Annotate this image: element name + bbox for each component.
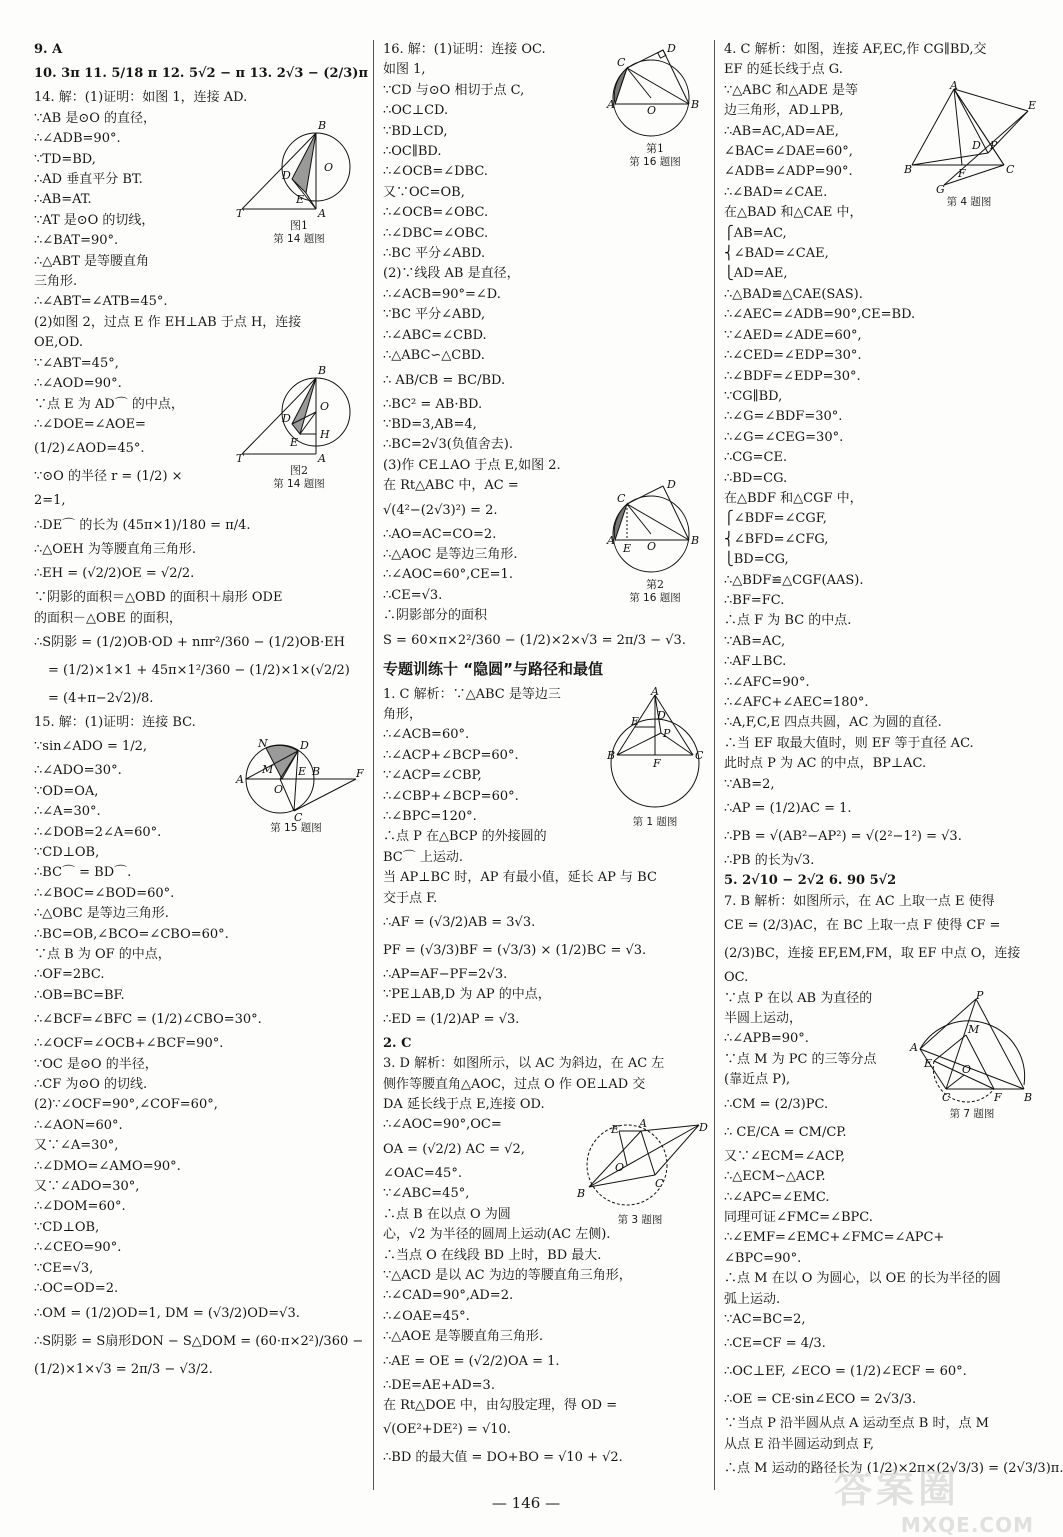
answer-line: ∴∠DOM=60°. [34, 1199, 126, 1215]
svg-text:T: T [236, 206, 244, 220]
column-1 [34, 40, 368, 1384]
answer-line: ∴AF⊥BC. [724, 654, 787, 670]
answer-line: ∴当 EF 取最大值时，则 EF 等于直径 AC. [724, 735, 974, 751]
answer-line: ∴AB=AC,AD=AE, [724, 123, 839, 139]
answer-line: ∴∠CED=∠EDP=30°. [724, 348, 862, 364]
answer-line: 9. A [34, 42, 63, 57]
answer-line: ∵BD=3,AB=4, [383, 416, 477, 432]
answer-line: 又∵∠ECM=∠ACP, [724, 1148, 846, 1164]
answer-line: (1/2)×1×√3 = 2π/3 − √3/2. [34, 1361, 213, 1377]
answer-line: ∴∠CEO=90°. [34, 1240, 122, 1256]
svg-text:E: E [924, 1056, 933, 1070]
answer-line: (3)作 CE⊥AO 于点 E,如图 2. [383, 457, 561, 473]
answer-line: 3. D 解析：如图所示，以 AC 为斜边，在 AC 左 [383, 1056, 665, 1072]
figure-sublabel: 第1 [646, 142, 664, 155]
answer-line: ∴△ECM∽△ACP. [724, 1169, 826, 1185]
answer-line: 又∵∠ADO=30°, [34, 1179, 140, 1195]
answer-line: ∴BD 的最大值 = DO+BO = √10 + √2. [383, 1450, 623, 1466]
answer-line: 如图 1, [383, 62, 426, 78]
answer-line: ∴∠BOC=∠BOD=60°. [34, 885, 175, 901]
answer-line: ∵AB=2, [724, 776, 775, 792]
figure-z4 [904, 78, 1037, 209]
answer-line: ∵AB 是⊙O 的直径， [34, 110, 157, 126]
svg-text:D: D [699, 1121, 708, 1135]
answer-line: ∵sin∠ADO = 1/2, [34, 739, 148, 755]
answer-line: ∴BC=OB,∠BCO=∠CBO=60°. [34, 926, 229, 942]
figure-caption: 第 7 题图 [949, 1107, 995, 1120]
answer-line: (2)如图 2，过点 E 作 EH⊥AB 于点 H，连接 [34, 314, 302, 330]
svg-text:O: O [647, 104, 657, 117]
answer-line: ∵点 B 为 OF 的中点， [34, 947, 171, 962]
svg-text:A: A [910, 1040, 918, 1054]
answer-line: ∴∠ABC=∠CBD. [383, 327, 487, 343]
watermark [834, 1458, 1034, 1537]
svg-text:B: B [607, 748, 616, 762]
svg-text:B: B [1024, 1090, 1033, 1104]
figure-caption: 第 1 题图 [632, 815, 678, 828]
svg-text:P: P [990, 138, 998, 152]
svg-text:B: B [691, 98, 700, 111]
answer-line: ∵AC=BC=2, [724, 1311, 806, 1327]
answer-line: ∴∠BCF=∠BFC = (1/2)∠CBO=30°. [34, 1012, 262, 1028]
svg-text:E: E [1028, 98, 1037, 112]
svg-text:N: N [258, 737, 268, 751]
answer-line: ∴∠AOC=90°,OC= [383, 1117, 502, 1133]
answer-line: ∵∠ACP=∠CBP, [383, 768, 482, 784]
answer-line: ∴∠AFC=90°. [724, 674, 810, 690]
svg-text:A: A [651, 684, 659, 698]
answer-line: 同理可证∠FMC=∠BPC. [724, 1209, 873, 1225]
answer-line: 14. 解：(1)证明：如图 1，连接 AD. [34, 90, 248, 106]
svg-text:E: E [290, 435, 299, 449]
answer-line: ∴△OEH 为等腰直角三角形. [34, 541, 197, 557]
column-3 [724, 40, 1063, 1483]
svg-text:D: D [300, 739, 309, 753]
answer-line: 弧上运动. [724, 1291, 781, 1307]
answer-line: ∴A,F,C,E 四点共圆，AC 为圆的直径. [724, 715, 942, 731]
figure-sublabel: 第2 [646, 578, 664, 592]
svg-text:C: C [695, 748, 704, 762]
answer-line: ∴OB=BC=BF. [34, 987, 125, 1003]
answer-line: ∴当点 O 在线段 BD 上时，BD 最大. [383, 1247, 602, 1263]
figure-caption: 第 15 题图 [270, 822, 322, 835]
answer-line: ∴BF=FC. [724, 592, 785, 608]
svg-text:F: F [958, 166, 966, 180]
answer-line: ∴点 P 在△BCP 的外接圆的 [383, 829, 547, 845]
answer-line: ∴AP=AF−PF=2√3. [383, 967, 508, 983]
answer-line: ∴PB 的长为√3. [724, 853, 815, 869]
svg-text:B: B [691, 534, 700, 548]
svg-text:B: B [318, 363, 327, 377]
answer-line: (2)∵线段 AB 是直径， [383, 266, 520, 282]
answer-line: ∵点 P 在以 AB 为直径的 [724, 990, 873, 1006]
answer-line: ∴∠BDF=∠EDP=30°. [724, 368, 861, 384]
answer-line: ∵BC 平分∠ABD, [383, 307, 486, 323]
answer-line: 半圆上运动， [724, 1011, 803, 1027]
answer-line: ∴∠AEC=∠ADB=90°,CE=BD. [724, 307, 916, 323]
answer-line: ∴∠DBC=∠OBC. [383, 225, 489, 241]
answer-line: ∴S阴影 = (1/2)OB·OD + nπr²/360 − (1/2)OB·EH [34, 634, 345, 650]
svg-text:A: A [950, 78, 958, 92]
answer-line: ∵点 E 为 AD⌒ 的中点， [34, 396, 184, 412]
answer-line: ⎧∠BDF=∠CGF, [724, 511, 827, 527]
answer-line: ∴∠DOE=∠AOE= [34, 416, 146, 432]
answer-line: (1/2)∠AOD=45°. [34, 441, 145, 457]
answer-line: √(4²−(2√3)²) = 2. [383, 502, 498, 518]
svg-text:A: A [318, 451, 326, 465]
answer-line: ∴ED = (1/2)AP = √3. [383, 1011, 520, 1027]
svg-text:A: A [318, 206, 326, 220]
answer-line: ∴∠A=30°. [34, 804, 101, 820]
figure-caption: 第 14 题图 [273, 477, 325, 490]
answer-line: ∴PB = √(AB²−AP²) = √(2²−1²) = √3. [724, 829, 962, 845]
answer-line: 4. C 解析：如图，连接 AF,EC,作 CG∥BD,交 [724, 42, 987, 57]
answer-line: ∴∠EMF=∠EMC+∠FMC=∠APC+ [724, 1230, 945, 1246]
svg-text:D: D [282, 411, 291, 425]
svg-text:A: A [607, 98, 615, 111]
figure-16-1 [605, 42, 705, 169]
answer-line: ∴∠APC=∠EMC. [724, 1189, 830, 1205]
answer-line: ∴CE=√3. [383, 587, 443, 603]
answer-line: ∴DE=AE+AD=3. [383, 1377, 495, 1393]
svg-text:E: E [611, 1123, 620, 1137]
answer-line: 1. C 解析：∵△ABC 是等边三 [383, 686, 561, 702]
svg-text:F: F [994, 1090, 1002, 1104]
svg-text:E: E [631, 714, 640, 728]
answer-line: ∴DE⌒ 的长为 (45π×1)/180 = π/4. [34, 517, 251, 533]
answer-line: ∴AF = (√3/2)AB = 3√3. [383, 915, 536, 931]
answer-line: ∵阴影的面积＝△OBD 的面积＋扇形 ODE [34, 590, 283, 606]
figure-16-2 [605, 478, 705, 605]
answer-line: (2)∵∠OCF=90°,∠COF=60°, [34, 1097, 218, 1113]
answer-line: ∴点 F 为 BC 的中点. [724, 613, 852, 629]
answer-line: ∴CM = (2/3)PC. [724, 1096, 829, 1112]
answer-line: ∴△BDF≌△CGF(AAS). [724, 572, 864, 588]
svg-text:O: O [615, 1161, 625, 1175]
answer-line: 侧作等腰直角△AOC，过点 O 作 OE⊥AD 交 [383, 1076, 646, 1092]
svg-text:P: P [976, 988, 984, 1002]
svg-text:O: O [320, 399, 330, 413]
answer-line: 10. 3π 11. 5/18 π 12. 5√2 − π 13. 2√3 − (2/3)π [34, 66, 368, 82]
answer-line: ∴∠APB=90°. [724, 1031, 809, 1047]
page-number: — 146 — [491, 1494, 561, 1512]
figure-z7 [910, 988, 1034, 1121]
svg-text:A: A [639, 1117, 647, 1131]
answer-line: ∴AP = (1/2)AC = 1. [724, 801, 852, 817]
answer-line: 在△BDF 和△CGF 中， [724, 490, 863, 506]
answer-line: ∴BC² = AB·BD. [383, 396, 483, 412]
answer-line: ∴CE=CF = 4/3. [724, 1336, 826, 1352]
answer-line: ∵∠ABC=45°, [383, 1186, 470, 1202]
answer-line: ∴点 M 运动的路径长为 (1/2)×2π×(2√3/3) = (2√3/3)π. [724, 1461, 1063, 1477]
answer-line: ∴∠AOD=90°. [34, 376, 122, 392]
answer-line: √(OE²+DE²) = √10. [383, 1422, 511, 1438]
svg-text:M: M [262, 763, 274, 777]
figure-caption: 第 16 题图 [629, 592, 681, 605]
answer-line: (2/3)BC，连接 EF,EM,FM，取 EF 中点 O，连接 [724, 946, 1021, 962]
svg-text:F: F [356, 767, 364, 781]
answer-line: ∵CD⊥OB, [34, 1219, 100, 1235]
answer-line: 又∵∠A=30°, [34, 1138, 119, 1154]
answer-line: ∴∠ACP+∠BCP=60°. [383, 747, 519, 763]
section-title: 专题训练十 “隐圆”与路径和最值 [383, 659, 603, 678]
svg-text:O: O [324, 160, 334, 174]
svg-text:G: G [936, 182, 945, 196]
svg-text:A: A [236, 773, 244, 787]
answer-line: ∴△AOE 是等腰直角三角形. [383, 1329, 544, 1345]
answer-line: 在 Rt△ABC 中，AC = [383, 478, 519, 494]
svg-text:D: D [282, 168, 291, 182]
answer-line: ∴点 M 在以 O 为圆心，以 OE 的长为半径的圆 [724, 1271, 1001, 1287]
answer-line: ∴OC⊥CD. [383, 103, 449, 119]
column-divider-1 [373, 40, 374, 1490]
answer-line: ∴EH = (√2/2)OE = √2/2. [34, 566, 195, 582]
watermark-top: 答案圈 [834, 1467, 961, 1511]
figure-15 [228, 735, 364, 835]
watermark-bottom: MXQE.COM [900, 1513, 1034, 1537]
answer-line: ⎧AB=AC, [724, 225, 787, 241]
answer-line: ∴阴影部分的面积 [383, 608, 488, 624]
answer-line: EF 的延长线于点 G. [724, 62, 843, 78]
answer-line: ∴∠ADB=90°. [34, 131, 121, 147]
answer-line: ⎨∠BFD=∠CFG, [724, 531, 829, 547]
figure-sublabel: 图1 [290, 218, 308, 232]
answer-line: ∴∠OAE=45°. [383, 1308, 470, 1324]
answer-line: ∴∠ADO=30°. [34, 763, 122, 779]
answer-line: ∵△ABC 和△ADE 是等 [724, 82, 858, 98]
answer-line: ∴OC∥BD. [383, 144, 442, 160]
svg-text:E: E [623, 542, 632, 556]
svg-text:O: O [962, 1062, 972, 1076]
answer-line: ∴∠CAD=90°,AD=2. [383, 1288, 514, 1304]
answer-line: OE,OD. [34, 335, 84, 351]
figure-caption: 第 3 题图 [617, 1214, 663, 1227]
answer-line: 15. 解：(1)证明：连接 BC. [34, 714, 196, 730]
svg-text:F: F [653, 756, 661, 770]
answer-line: ∴∠G=∠BDF=30°. [724, 409, 843, 425]
answer-line: ∴ CE/CA = CM/CP. [724, 1124, 847, 1140]
answer-line: 2=1, [34, 493, 66, 509]
answer-line: ∴△AOC 是等边三角形. [383, 546, 518, 562]
answer-line: = (1/2)×1×1 + 45π×1²/360 − (1/2)×1×(√2/2) [48, 662, 350, 678]
svg-text:C: C [655, 1177, 664, 1191]
answer-line: ∵当点 P 沿半圆从点 A 运动至点 B 时，点 M [724, 1416, 989, 1432]
answer-line: 角形， [383, 706, 423, 722]
answer-line: ∴BC=2√3(负值舍去). [383, 437, 514, 453]
answer-line: ∵OD=OA, [34, 783, 99, 799]
answer-line: ∴∠AON=60°. [34, 1117, 123, 1133]
answer-line: ∴△ABT 是等腰直角 [34, 253, 150, 269]
answer-line: 7. B 解析：如图所示，在 AC 上取一点 E 使得 [724, 893, 995, 909]
figure-z3 [575, 1117, 708, 1227]
svg-text:C: C [294, 811, 303, 825]
answer-line: ∴AE = OE = (√2/2)OA = 1. [383, 1353, 560, 1369]
answer-line: ∴∠OCB=∠OBC. [383, 205, 489, 221]
answer-line: ⎨∠BAD=∠CAE, [724, 246, 829, 262]
svg-text:B: B [312, 765, 321, 779]
answer-line: 从点 E 沿半圆运动到点 F, [724, 1436, 875, 1452]
answer-line: ∵OC 是⊙O 的半径， [34, 1056, 158, 1072]
answer-line: ∴OE = CE·sin∠ECO = 2√3/3. [724, 1392, 917, 1408]
answer-line: ∵∠ABT=45°, [34, 355, 119, 371]
answer-line: ∴∠BAT=90°. [34, 233, 119, 249]
figure-caption: 第 4 题图 [946, 195, 992, 208]
svg-text:M: M [968, 1022, 980, 1036]
svg-text:B: B [577, 1187, 586, 1201]
svg-text:C: C [942, 1090, 951, 1104]
svg-text:A: A [607, 534, 615, 548]
answer-line: 三角形. [34, 274, 78, 290]
answer-line: ∴∠G=∠CEG=30°. [724, 429, 844, 445]
answer-line: ∴∠AFC+∠AEC=180°. [724, 695, 869, 710]
answer-line: ∴∠AOC=60°,CE=1. [383, 567, 513, 583]
answer-line: ∴∠ABT=∠ATB=45°. [34, 294, 168, 310]
answer-line: 的面积－△OBE 的面积， [34, 610, 182, 626]
answer-line: ∴点 B 在以点 O 为圆 [383, 1206, 511, 1222]
answer-line: ∵CD⊥OB, [34, 844, 100, 860]
figure-caption: 第 16 题图 [629, 156, 681, 168]
answer-line: ∴ AB/CB = BC/BD. [383, 372, 506, 388]
svg-text:H: H [320, 427, 330, 441]
answer-line: ∴CF 为⊙O 的切线. [34, 1077, 148, 1093]
answer-line: OA = (√2/2) AC = √2, [383, 1141, 525, 1157]
answer-line: ∴BC⌒ = BD⌒. [34, 865, 132, 881]
answer-line: ∴OM = (1/2)OD=1, DM = (√3/2)OD=√3. [34, 1305, 300, 1321]
answer-line: 5. 2√10 − 2√2 6. 90 5√2 [724, 873, 897, 889]
svg-text:B: B [318, 118, 327, 132]
answer-line: ∵⊙O 的半径 r = (1/2) × [34, 469, 183, 485]
answer-line: ∴∠OCB=∠DBC. [383, 164, 488, 180]
answer-line: ∵PE⊥AB,D 为 AP 的中点， [383, 987, 551, 1003]
figure-sublabel: 图2 [290, 463, 308, 477]
answer-line: ∵点 M 为 PC 的三等分点 [724, 1051, 877, 1067]
answer-line: (靠近点 P), [724, 1072, 791, 1088]
answer-line: ∴∠ACB=90°=∠D. [383, 286, 501, 302]
svg-text:D: D [657, 708, 666, 722]
answer-line: ∴△OBC 是等边三角形. [34, 906, 169, 922]
answer-line: 在△BAD 和△CAE 中， [724, 205, 863, 221]
svg-text:E: E [296, 192, 305, 206]
answer-line: ∠BAC=∠DAE=60°, [724, 144, 853, 160]
svg-text:P: P [663, 726, 671, 740]
answer-line: ∴∠ACB=60°. [383, 727, 470, 743]
svg-text:D: D [667, 42, 676, 55]
answer-line: ∴AO=AC=CO=2. [383, 526, 497, 542]
figure-caption: 第 14 题图 [273, 232, 325, 245]
answer-line: ∴OF=2BC. [34, 967, 105, 983]
answer-line: ∴∠OCF=∠OCB+∠BCF=90°. [34, 1036, 224, 1052]
answer-line: 在 Rt△DOE 中，由勾股定理，得 OD = [383, 1397, 618, 1413]
figure-14-2 [234, 356, 364, 491]
answer-line: CE = (2/3)AC，在 BC 上取一点 F 使得 CF = [724, 918, 1001, 934]
svg-text:C: C [617, 56, 626, 69]
answer-line: ∴AB=AT. [34, 192, 92, 208]
svg-text:C: C [1006, 162, 1015, 176]
figure-14-1 [234, 111, 364, 246]
answer-line: ∴S阴影 = S扇形DON − S△DOM = (60·π×2²)/360 − [34, 1333, 364, 1349]
answer-line: ∵∠AED=∠ADE=60°, [724, 327, 862, 343]
answer-line: PF = (√3/3)BF = (√3/3) × (1/2)BC = √3. [383, 943, 647, 959]
answer-line: 又∵OC=OB, [383, 184, 465, 200]
answer-line: S = 60×π×2²/360 − (1/2)×2×√3 = 2π/3 − √3. [383, 632, 686, 648]
answer-line: ∴∠CBP+∠BCP=60°. [383, 788, 519, 804]
svg-text:B: B [904, 162, 913, 176]
svg-text:T: T [236, 451, 244, 465]
svg-text:O: O [647, 540, 657, 554]
column-2 [383, 40, 708, 1472]
answer-line: = (4+π−2√2)/8. [48, 690, 154, 706]
answer-line: ∵BD⊥CD, [383, 123, 448, 139]
answer-line: OC. [724, 970, 749, 986]
answer-line: 交于点 F. [383, 890, 438, 906]
answer-line: ∵CE=√3, [34, 1260, 94, 1276]
answer-line: ∵AB=AC, [724, 633, 786, 649]
answer-line: ∴OC⊥EF, ∠ECO = (1/2)∠ECF = 60°. [724, 1364, 967, 1380]
answer-line: ∵CD 与⊙O 相切于点 C, [383, 82, 525, 98]
answer-line: ∴BD=CG. [724, 470, 788, 486]
answer-line: DA 延长线于点 E,连接 OD. [383, 1097, 545, 1113]
answer-line: 2. C [383, 1035, 412, 1051]
svg-text:E: E [298, 765, 307, 779]
answer-line: ⎩AD=AE, [724, 266, 788, 282]
answer-line: ∴△BAD≌△CAE(SAS). [724, 286, 863, 302]
answer-line: ∠BPC=90°. [724, 1250, 802, 1266]
svg-text:D: D [667, 478, 676, 492]
answer-line: 当 AP⊥BC 时，AP 有最小值，延长 AP 与 BC [383, 870, 657, 886]
column-divider-2 [714, 40, 715, 1490]
answer-line: 此时点 P 为 AC 的中点，BP⊥AC. [724, 756, 927, 772]
answer-line: ∵CG∥BD, [724, 388, 783, 404]
answer-line: ∴BC 平分∠ABD. [383, 246, 486, 262]
answer-line: ∴AD 垂直平分 BT. [34, 172, 143, 188]
answer-line: ∴∠BPC=120°. [383, 809, 477, 824]
answer-line: 心，√2 为半径的圆周上运动(AC 左侧). [383, 1227, 611, 1243]
answer-line: ∵△ACD 是以 AC 为边的等腰直角三角形， [383, 1267, 632, 1283]
answer-line: ∵AT 是⊙O 的切线， [34, 212, 155, 228]
answer-line: ∴△ABC∽△CBD. [383, 348, 485, 364]
answer-line: ∴OC=OD=2. [34, 1281, 119, 1297]
answer-line: 边三角形，AD⊥PB, [724, 103, 844, 119]
answer-line: ⎩BD=CG, [724, 552, 789, 568]
answer-line: ∠ADB=∠ADP=90°. [724, 164, 853, 180]
answer-line: ∴∠BAD=∠CAE. [724, 184, 828, 200]
answer-line: ∴∠DOB=2∠A=60°. [34, 824, 162, 840]
figure-z1 [605, 684, 705, 829]
answer-line: 16. 解：(1)证明：连接 OC. [383, 42, 546, 57]
svg-text:O: O [274, 783, 284, 797]
svg-text:D: D [972, 138, 981, 152]
svg-text:C: C [617, 492, 626, 506]
answer-line: ∴∠DMO=∠AMO=90°. [34, 1158, 181, 1174]
answer-line: ∴CG=CE. [724, 450, 788, 466]
answer-line: ∠OAC=45°. [383, 1165, 462, 1181]
answer-line: ∵TD=BD, [34, 151, 96, 167]
answer-line: BC⌒ 上运动. [383, 849, 464, 865]
